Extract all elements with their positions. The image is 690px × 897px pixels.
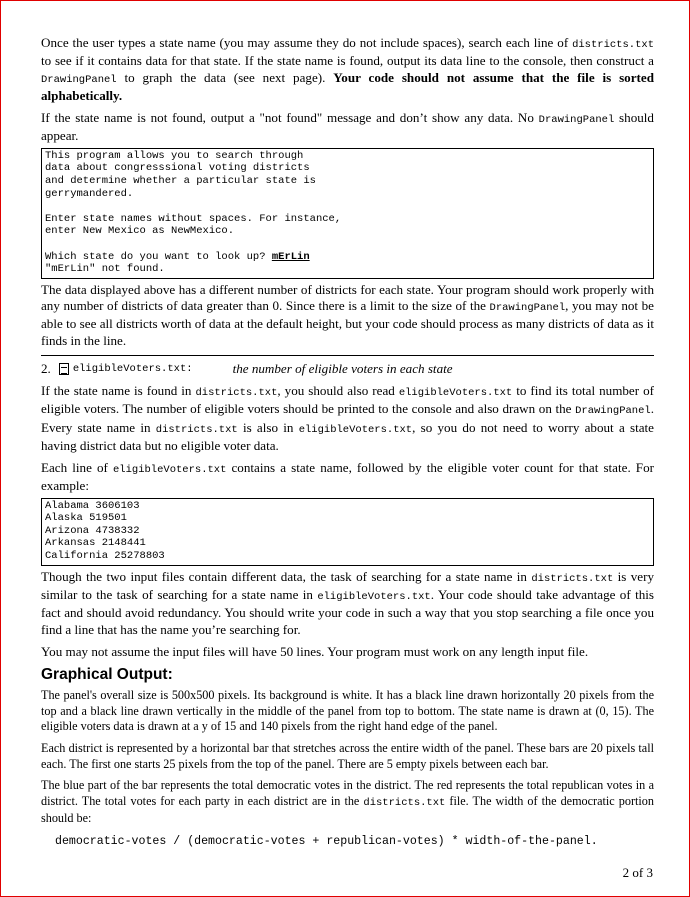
example-line: Alaska 519501 xyxy=(45,512,127,525)
text: The data displayed above has a different number of districts for each state. Your program should work properly with any number of districts of data greater than 0. Since there is a limit to the size of the xyxy=(41,281,654,314)
paragraph-eligible-voters xyxy=(41,383,654,454)
text: to find its total number of eligible voters. The number of eligible voters should be printed to the console and also drawn on the xyxy=(41,382,655,417)
text: is very similar to the task of searching for a state name in xyxy=(41,568,655,602)
text: , you may not be able to see all districts worth of data at the default height, but your code should process as many districts of data as it finds in the line. xyxy=(41,298,654,348)
text: should appear. xyxy=(41,110,654,144)
text: . Your code should take advantage of this fact and should avoid redundancy. You should write your code in such a way that you stop searching a file once you find a line that has the name you’re searching for. xyxy=(41,586,654,637)
text: to graph the data (see next page). xyxy=(116,69,334,85)
console-line: data about congresssional voting districts xyxy=(45,162,310,175)
text: If the state name is not found, output a "not found" message and don’t show any data. No xyxy=(41,110,539,126)
console-output-box xyxy=(41,148,654,279)
text: . Every state name in xyxy=(41,401,654,435)
console-user-input: mErLin xyxy=(271,250,310,263)
file-icon xyxy=(59,363,69,375)
example-line: Arkansas 2148441 xyxy=(45,537,146,550)
document-content xyxy=(41,35,654,848)
page-number: 2 of 3 xyxy=(622,865,653,880)
example-data-box xyxy=(41,498,654,566)
example-line: California 25278803 xyxy=(45,550,165,563)
example-line: Alabama 3606103 xyxy=(45,499,140,512)
console-prompt-line xyxy=(45,251,649,264)
paragraph-redundancy xyxy=(41,569,654,638)
text: , you should also read xyxy=(277,382,399,398)
text: . xyxy=(118,87,123,103)
paragraph-any-districts xyxy=(41,282,654,349)
text: contains a state name, followed by the eligible voter count for that state. For example: xyxy=(41,460,654,494)
code: DrawingPanel xyxy=(575,405,651,418)
code: districts.txt xyxy=(195,386,278,399)
code: districts.txt xyxy=(531,572,614,585)
console-line: and determine whether a particular state is xyxy=(45,174,316,187)
text: , so you do not need to worry about a state having district data but no eligible voter data. xyxy=(41,419,654,453)
section-divider xyxy=(41,355,654,356)
text: Once the user types a state name (you may assume they do not include spaces), search each line of xyxy=(41,35,573,50)
paragraph-not-found xyxy=(41,110,654,145)
bold-warning: Your code should not assume that the file is sorted alphabetically xyxy=(41,69,654,103)
console-line: gerrymandered. xyxy=(45,187,134,200)
code-districts-txt: districts.txt xyxy=(572,39,654,51)
paragraph-district-bars: Each district is represented by a horizontal bar that stretches across the entire width of the panel. These bars are 20 pixels tall each. The first one starts 25 pixels from the top of the panel. There are 5 empty pixels between each bar. xyxy=(41,740,654,771)
code: eligibleVoters.txt xyxy=(112,464,227,477)
text: Each line of xyxy=(41,460,113,476)
code-drawingpanel: DrawingPanel xyxy=(41,73,117,86)
console-line: enter New Mexico as NewMexico. xyxy=(45,225,235,238)
console-prompt: Which state do you want to look up? xyxy=(45,250,272,263)
paragraph-search-districts xyxy=(41,35,654,104)
text: Though the two input files contain different data, the task of searching for a state name in xyxy=(41,568,532,584)
list-number: 2. xyxy=(41,360,51,376)
paragraph-bar-colors xyxy=(41,778,654,827)
section-heading-graphical-output: Graphical Output: xyxy=(41,666,173,684)
code: districts.txt xyxy=(155,423,238,436)
text: is also in xyxy=(237,419,299,435)
example-line: Arizona 4738332 xyxy=(45,524,140,537)
console-line: Enter state names without spaces. For instance, xyxy=(45,212,342,225)
paragraph-any-length: You may not assume the input files will have 50 lines. Your program must work on any length input file. xyxy=(41,643,589,659)
console-line: This program allows you to search through xyxy=(45,149,304,162)
console-line: "mErLin" not found. xyxy=(45,263,165,276)
text: The blue part of the bar represents the total democratic votes in the district. The red represents the total republican votes in a district. The total votes for each party in each district are in the xyxy=(41,778,654,808)
file-name: eligibleVoters.txt: xyxy=(72,362,193,375)
file-description: the number of eligible voters in each state xyxy=(232,360,453,376)
code: eligibleVoters.txt xyxy=(317,590,431,603)
code: eligibleVoters.txt xyxy=(398,386,513,399)
paragraph-panel-size: The panel's overall size is 500x500 pixels. Its background is white. It has a black line drawn horizontally 20 pixels from the top and a black line drawn vertically in the middle of the panel from top to bottom. The state name is drawn at (0, 15). The eligible voters data is drawn at a y of 15 and 140 pixels from the right hand edge of the panel. xyxy=(41,688,654,734)
text: file. The width of the democratic portion should be: xyxy=(41,793,654,826)
paragraph-each-line xyxy=(41,460,654,495)
text: to see if it contains data for that state. If the state name is found, output its data line to the console, then construct a xyxy=(41,53,654,69)
code: eligibleVoters.txt xyxy=(298,423,413,436)
code-drawingpanel: DrawingPanel xyxy=(489,302,566,315)
text: If the state name is found in xyxy=(41,382,196,398)
code-drawingpanel: DrawingPanel xyxy=(538,114,615,127)
code: districts.txt xyxy=(363,796,446,809)
formula-democratic-width: democratic-votes / (democratic-votes + republican-votes) * width-of-the-panel. xyxy=(55,834,598,848)
file-heading-eligible-voters xyxy=(41,360,654,378)
